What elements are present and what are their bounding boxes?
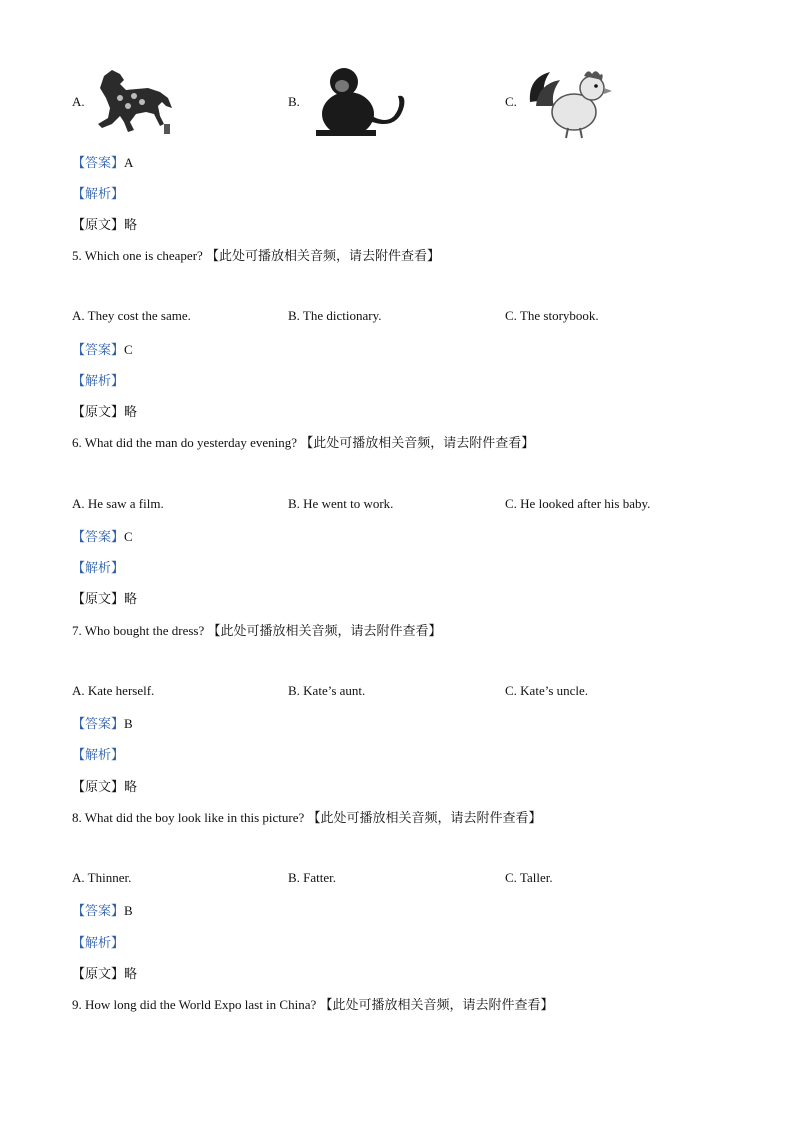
original-value: 略 (124, 218, 138, 233)
analysis-row (72, 183, 124, 202)
question-text (72, 620, 442, 639)
original-tag: 【原文】 (72, 780, 125, 795)
original-row (72, 214, 137, 233)
answer-row (72, 713, 133, 732)
audio-note[interactable]: 【此处可播放相关音频，请去附件查看】 (300, 436, 535, 451)
option-b: B. The dictionary. (288, 308, 382, 323)
answer-value: C (124, 342, 133, 357)
question-text (72, 807, 542, 826)
original-tag: 【原文】 (72, 218, 125, 233)
analysis-row (72, 370, 124, 389)
question-prompt: 5. Which one is cheaper? (72, 248, 203, 263)
monkey-icon (306, 66, 410, 138)
answer-value: A (124, 155, 134, 170)
analysis-row (72, 557, 124, 576)
original-value: 略 (124, 592, 138, 607)
original-row (72, 963, 137, 982)
question-text (72, 432, 534, 451)
option-b: B. He went to work. (288, 496, 394, 511)
question-prompt: 9. How long did the World Expo last in China? (72, 997, 317, 1012)
original-row (72, 588, 137, 607)
option-a-label: A. (72, 94, 85, 109)
original-row (72, 401, 137, 420)
original-value: 略 (124, 967, 138, 982)
answer-row (72, 526, 133, 545)
original-value: 略 (124, 780, 138, 795)
original-row (72, 776, 137, 795)
answer-row (72, 900, 133, 919)
analysis-row (72, 932, 124, 951)
option-c: C. The storybook. (505, 308, 599, 323)
option-a: A. Thinner. (72, 870, 132, 885)
answer-row (72, 339, 133, 358)
analysis-tag: 【解析】 (72, 374, 125, 389)
option-b: B. Kate’s aunt. (288, 683, 366, 698)
analysis-tag: 【解析】 (72, 936, 125, 951)
answer-value: B (124, 903, 133, 918)
original-tag: 【原文】 (72, 405, 125, 420)
answer-value: C (124, 529, 133, 544)
answer-row (72, 152, 133, 171)
answer-value: B (124, 716, 133, 731)
option-a: A. They cost the same. (72, 308, 191, 323)
option-c-label: C. (505, 94, 517, 109)
original-tag: 【原文】 (72, 967, 125, 982)
original-tag: 【原文】 (72, 592, 125, 607)
answer-tag: 【答案】 (72, 717, 125, 732)
analysis-tag: 【解析】 (72, 187, 125, 202)
audio-note[interactable]: 【此处可播放相关音频，请去附件查看】 (319, 998, 554, 1013)
option-c: C. He looked after his baby. (505, 496, 651, 511)
option-a: A. Kate herself. (72, 683, 155, 698)
answer-tag: 【答案】 (72, 530, 125, 545)
analysis-tag: 【解析】 (72, 748, 125, 763)
option-c: C. Taller. (505, 870, 553, 885)
audio-note[interactable]: 【此处可播放相关音频，请去附件查看】 (206, 249, 441, 264)
answer-tag: 【答案】 (72, 904, 125, 919)
answer-tag: 【答案】 (72, 156, 125, 171)
question-prompt: 6. What did the man do yesterday evening? (72, 435, 298, 450)
audio-note[interactable]: 【此处可播放相关音频，请去附件查看】 (307, 811, 542, 826)
question-text (72, 245, 440, 264)
horse-icon (90, 68, 174, 136)
analysis-row (72, 744, 124, 763)
audio-note[interactable]: 【此处可播放相关音频，请去附件查看】 (207, 624, 442, 639)
answer-tag: 【答案】 (72, 343, 125, 358)
option-c: C. Kate’s uncle. (505, 683, 589, 698)
question-prompt: 8. What did the boy look like in this picture? (72, 810, 305, 825)
analysis-tag: 【解析】 (72, 561, 125, 576)
question-prompt: 7. Who bought the dress? (72, 623, 205, 638)
option-a: A. He saw a film. (72, 496, 164, 511)
option-b-label: B. (288, 94, 300, 109)
rooster-icon (526, 66, 616, 140)
question-text (72, 994, 554, 1013)
original-value: 略 (124, 405, 138, 420)
option-b: B. Fatter. (288, 870, 337, 885)
